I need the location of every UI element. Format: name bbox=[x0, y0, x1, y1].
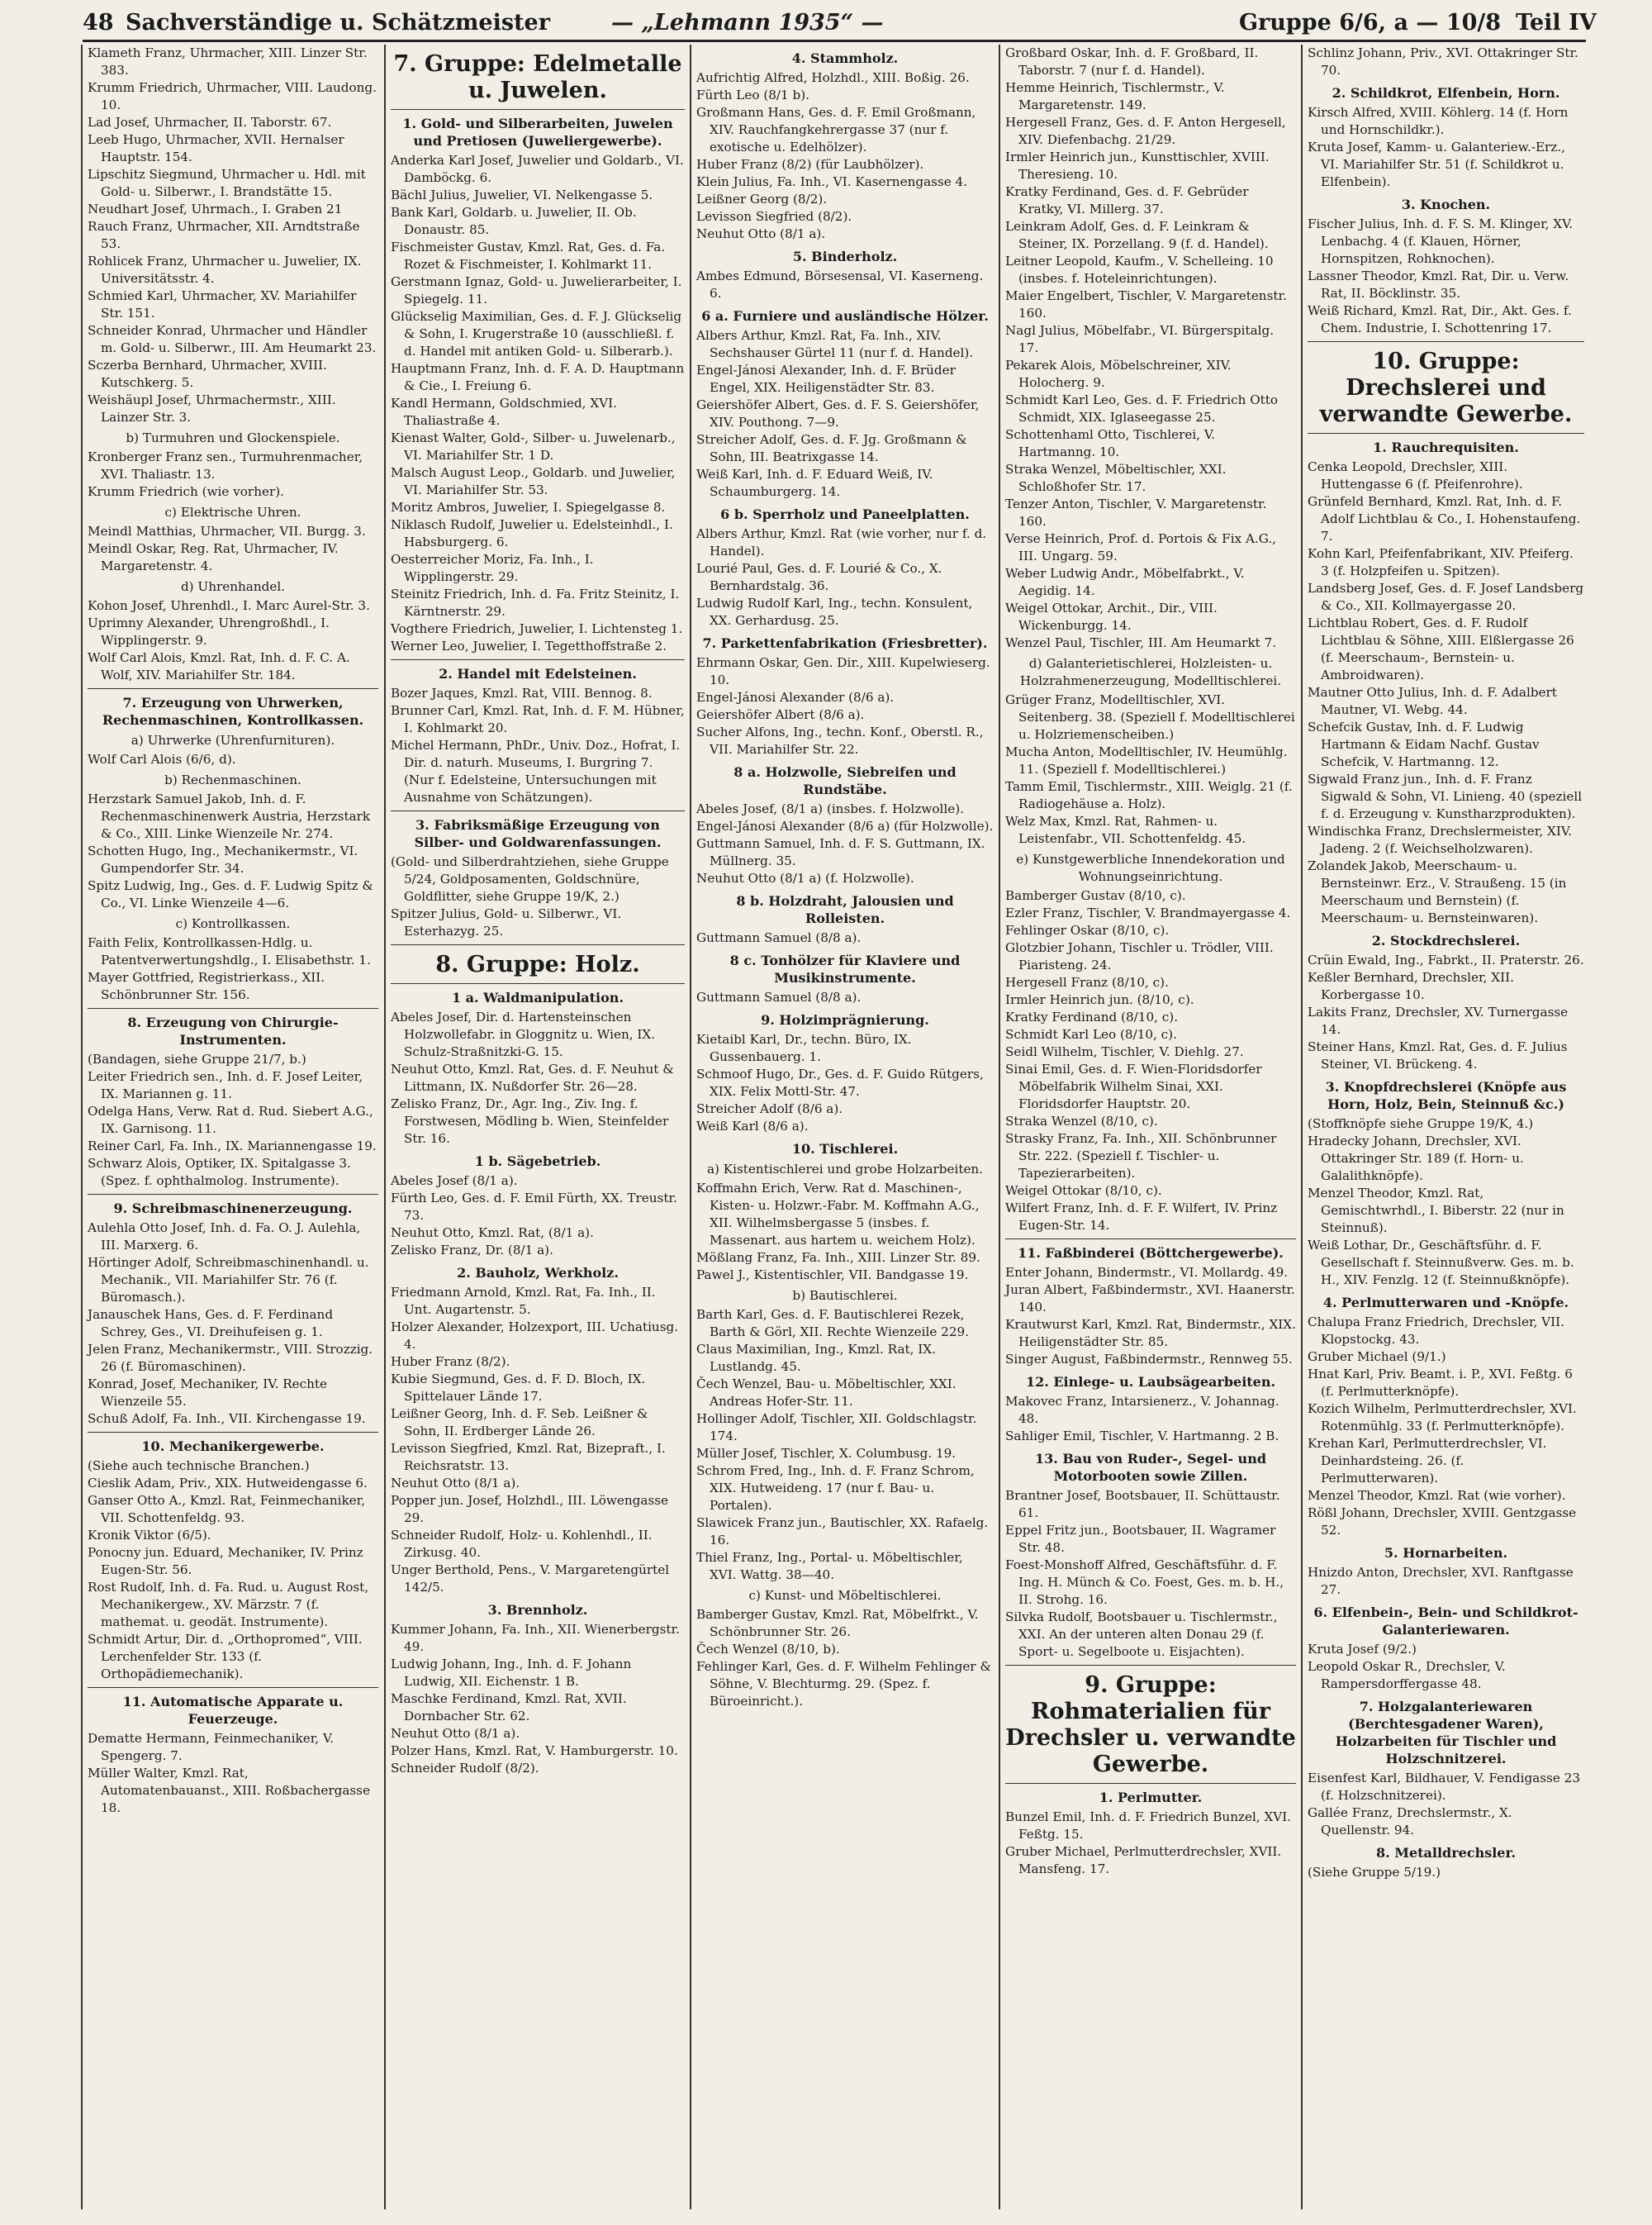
directory-entry: Niklasch Rudolf, Juwelier u. Edelsteinhdl., I. Habsburgerg. 6. bbox=[391, 517, 673, 549]
section-heading: 5. Binderholz. bbox=[792, 249, 898, 264]
directory-entry: Bamberger Gustav, Kmzl. Rat, Möbelfrkt., V. Schönbrunner Str. 26. bbox=[696, 1607, 979, 1639]
directory-entry: Müller Walter, Kmzl. Rat, Automatenbauanst., XIII. Roßbachergasse 18. bbox=[88, 1766, 370, 1815]
directory-entry: Rößl Johann, Drechsler, XVIII. Gentzgasse 52. bbox=[1308, 1505, 1577, 1538]
section-heading: 1. Perlmutter. bbox=[1099, 1790, 1203, 1805]
directory-entry: Foest-Monshoff Alfred, Geschäftsführ. d. F. Ing. H. Münch & Co. Foest, Ges. m. b. H., II. Strohg. 16. bbox=[1005, 1557, 1284, 1607]
section-heading: 7. Parkettenfabrikation (Friesbretter). bbox=[702, 635, 988, 651]
subsection-heading: b) Rechenmaschinen. bbox=[164, 773, 301, 787]
directory-entry: Wilfert Franz, Inh. d. F. F. Wilfert, IV. Prinz Eugen-Str. 14. bbox=[1005, 1200, 1278, 1233]
directory-entry: Jelen Franz, Mechanikermstr., VIII. Strozzig. 26 (f. Büromaschinen). bbox=[88, 1342, 373, 1374]
directory-entry: Weber Ludwig Andr., Möbelfabrkt., V. Aegidig. 14. bbox=[1005, 566, 1245, 598]
directory-entry: Schmidt Artur, Dir. d. „Orthopromed“, VIII. Lerchenfelder Str. 133 (f. Orthopädiemechanik). bbox=[88, 1632, 363, 1681]
directory-entry: Levisson Siegfried (8/2). bbox=[696, 209, 852, 224]
directory-entry: Čech Wenzel, Bau- u. Möbeltischler, XXI. Andreas Hofer-Str. 11. bbox=[696, 1376, 957, 1409]
directory-entry: Malsch August Leop., Goldarb. und Juwelier, VI. Mariahilfer Str. 53. bbox=[391, 465, 676, 497]
directory-entry: Kubie Siegmund, Ges. d. F. D. Bloch, IX. Spittelauer Lände 17. bbox=[391, 1372, 646, 1404]
group-heading: 10. Gruppe: Drechslerei und verwandte Gewerbe. bbox=[1319, 349, 1573, 427]
directory-entry: Weiß Karl, Inh. d. F. Eduard Weiß, IV. Schaumburgerg. 14. bbox=[696, 467, 933, 499]
section-heading: 9. Schreibmaschinenerzeugung. bbox=[113, 1200, 353, 1216]
section-heading: 1. Gold- und Silberarbeiten, Juwelen und Pretiosen (Juweliergewerbe). bbox=[402, 116, 673, 149]
directory-entry: Müller Josef, Tischler, X. Columbusg. 19. bbox=[696, 1446, 957, 1461]
directory-entry: Neuhut Otto (8/1 a). bbox=[696, 226, 826, 241]
directory-entry: Engel-Jánosi Alexander (8/6 a). bbox=[696, 690, 895, 705]
directory-entry: Gallée Franz, Drechslermstr., X. Quellenstr. 94. bbox=[1308, 1805, 1512, 1838]
section-heading: 4. Perlmutterwaren und -Knöpfe. bbox=[1322, 1295, 1569, 1310]
running-section-title: Sachverständige u. Schätzmeister bbox=[126, 10, 550, 36]
directory-entry: (Bandagen, siehe Gruppe 21/7, b.) bbox=[88, 1052, 306, 1067]
directory-entry: Kohon Josef, Uhrenhdl., I. Marc Aurel-Str. 3. bbox=[88, 598, 370, 613]
section-heading: 8 a. Holzwolle, Siebreifen und Rundstäbe. bbox=[733, 764, 957, 797]
page-header bbox=[83, 8, 1597, 42]
directory-entry: Weishäupl Josef, Uhrmachermstr., XIII. Lainzer Str. 3. bbox=[88, 392, 336, 425]
directory-entry: Straka Wenzel (8/10, c). bbox=[1005, 1114, 1158, 1129]
directory-entry: Schmoof Hugo, Dr., Ges. d. F. Guido Rütgers, XIX. Felix Mottl-Str. 47. bbox=[696, 1067, 984, 1099]
directory-entry: Leißner Georg, Inh. d. F. Seb. Leißner & Sohn, II. Erdberger Lände 26. bbox=[391, 1406, 648, 1438]
directory-entry: Weigel Ottokar, Archit., Dir., VIII. Wickenburgg. 14. bbox=[1005, 601, 1218, 633]
directory-entry: Hnizdo Anton, Drechsler, XVI. Ranftgasse 27. bbox=[1308, 1565, 1574, 1597]
directory-entry: Kienast Walter, Gold-, Silber- u. Juwelenarb., VI. Mariahilfer Str. 1 D. bbox=[391, 430, 676, 463]
directory-entry: Leiter Friedrich sen., Inh. d. F. Josef Leiter, IX. Mariannen g. 11. bbox=[88, 1069, 363, 1101]
directory-entry: Anderka Karl Josef, Juwelier und Goldarb., VI. Damböckg. 6. bbox=[391, 153, 684, 185]
directory-entry: Meindl Oskar, Reg. Rat, Uhrmacher, IV. Margaretenstr. 4. bbox=[88, 541, 339, 573]
directory-entry: Grüger Franz, Modelltischler, XVI. Seitenberg. 38. (Speziell f. Modelltischlerei u. Holzriemenscheiben.) bbox=[1005, 692, 1295, 742]
section-heading: 7. Holzgalanteriewaren (Berchtesgadener Waren), Holzarbeiten für Tischler und Holzschnitzerei. bbox=[1335, 1699, 1557, 1766]
directory-entry: Thiel Franz, Ing., Portal- u. Möbeltischler, XVI. Wattg. 38—40. bbox=[696, 1550, 963, 1582]
directory-entry: Kirsch Alfred, XVIII. Köhlerg. 14 (f. Horn und Hornschildkr.). bbox=[1308, 105, 1569, 137]
directory-entry: Kozich Wilhelm, Perlmutterdrechsler, XVI. Rotenmühlg. 33 (f. Perlmutterknöpfe). bbox=[1308, 1401, 1577, 1433]
directory-entry: Grünfeld Bernhard, Kmzl. Rat, Inh. d. F. Adolf Lichtblau & Co., I. Hohenstaufeng. 7. bbox=[1308, 494, 1581, 544]
divider bbox=[88, 1687, 378, 1688]
directory-entry: Meindl Matthias, Uhrmacher, VII. Burgg. 3. bbox=[88, 524, 366, 539]
directory-entry: Steiner Hans, Kmzl. Rat, Ges. d. F. Julius Steiner, VI. Brückeng. 4. bbox=[1308, 1039, 1568, 1072]
directory-entry: (Siehe auch technische Branchen.) bbox=[88, 1458, 310, 1473]
directory-entry: Guttmann Samuel (8/8 a). bbox=[696, 930, 862, 945]
directory-entry: Krumm Friedrich, Uhrmacher, VIII. Laudong. 10. bbox=[88, 80, 377, 112]
section-heading: 3. Knochen. bbox=[1401, 197, 1491, 212]
directory-entry: Bank Karl, Goldarb. u. Juwelier, II. Ob. Donaustr. 85. bbox=[391, 205, 637, 237]
section-heading: 6 b. Sperrholz und Paneelplatten. bbox=[720, 506, 970, 522]
directory-entry: Landsberg Josef, Ges. d. F. Josef Landsberg & Co., XII. Kollmayergasse 20. bbox=[1308, 581, 1584, 613]
directory-entry: Hauptmann Franz, Inh. d. F. A. D. Hauptmann & Cie., I. Freiung 6. bbox=[391, 361, 685, 393]
directory-entry: Irmler Heinrich jun., Kunsttischler, XVIII. Theresieng. 10. bbox=[1005, 150, 1270, 182]
directory-entry: Engel-Jánosi Alexander (8/6 a) (für Holzwolle). bbox=[696, 819, 994, 834]
column-5 bbox=[1301, 45, 1589, 2209]
directory-entry: Abeles Josef, (8/1 a) (insbes. f. Holzwolle). bbox=[696, 801, 964, 816]
directory-entry: Leeb Hugo, Uhrmacher, XVII. Hernalser Hauptstr. 154. bbox=[88, 132, 344, 164]
directory-entry: Leitner Leopold, Kaufm., V. Schelleing. 10 (insbes. f. Hoteleinrichtungen). bbox=[1005, 254, 1274, 286]
subsection-heading: d) Uhrenhandel. bbox=[180, 579, 286, 594]
directory-entry: Kietaibl Karl, Dr., techn. Büro, IX. Gussenbauerg. 1. bbox=[696, 1032, 912, 1064]
directory-entry: Schrom Fred, Ing., Inh. d. F. Franz Schrom, XIX. Hutweideng. 17 (nur f. Bau- u. Portalen). bbox=[696, 1463, 975, 1513]
subsection-heading: e) Kunstgewerbliche Innendekoration und Wohnungseinrichtung. bbox=[1016, 852, 1285, 884]
directory-entry: Glotzbier Johann, Tischler u. Trödler, VIII. Piaristeng. 24. bbox=[1005, 940, 1274, 972]
directory-entry: Werner Leo, Juwelier, I. Tegetthoffstraße 2. bbox=[391, 639, 667, 654]
section-heading: 1. Rauchrequisiten. bbox=[1373, 440, 1519, 455]
directory-entry: Sczerba Bernhard, Uhrmacher, XVIII. Kutschkerg. 5. bbox=[88, 358, 327, 390]
directory-entry: (Gold- und Silberdrahtziehen, siehe Gruppe 5/24, Goldposamenten, Goldschnüre, Goldflitter, siehe Gruppe 19/K, 2.) bbox=[391, 854, 669, 904]
directory-entry: Neudhart Josef, Uhrmach., I. Graben 21 bbox=[88, 202, 343, 216]
section-heading: 7. Erzeugung von Uhrwerken, Rechenmaschinen, Kontrollkassen. bbox=[102, 695, 364, 728]
part-label: Teil IV bbox=[1516, 10, 1597, 36]
directory-entry: Polzer Hans, Kmzl. Rat, V. Hamburgerstr. 10. bbox=[391, 1743, 678, 1758]
section-heading: 12. Einlege- u. Laubsägearbeiten. bbox=[1025, 1374, 1276, 1390]
subsection-heading: d) Galanterietischlerei, Holzleisten- u. Holzrahmenerzeugung, Modelltischlerei. bbox=[1019, 656, 1282, 688]
directory-entry: Huber Franz (8/2) (für Laubhölzer). bbox=[696, 157, 924, 172]
directory-entry: Dematte Hermann, Feinmechaniker, V. Spengerg. 7. bbox=[88, 1731, 335, 1763]
directory-entry: Eisenfest Karl, Bildhauer, V. Fendigasse 23 (f. Holzschnitzerei). bbox=[1308, 1771, 1580, 1803]
directory-entry: Sinai Emil, Ges. d. F. Wien-Floridsdorfer Möbelfabrik Wilhelm Sinai, XXI. Floridsdorfer Hauptstr. 20. bbox=[1005, 1062, 1262, 1111]
section-heading: 8 c. Tonhölzer für Klaviere und Musikinstrumente. bbox=[729, 953, 961, 986]
directory-entry: Schefcik Gustav, Inh. d. F. Ludwig Hartmann & Eidam Nachf. Gustav Schefcik, V. Hartmanng. 12. bbox=[1308, 720, 1540, 769]
directory-entry: Leißner Georg (8/2). bbox=[696, 192, 828, 207]
directory-entry: Hörtinger Adolf, Schreibmaschinenhandl. u. Mechanik., VII. Mariahilfer Str. 76 (f. Büromasch.). bbox=[88, 1255, 369, 1305]
subsection-heading: a) Kistentischlerei und grobe Holzarbeiten. bbox=[706, 1162, 984, 1177]
directory-entry: Wenzel Paul, Tischler, III. Am Heumarkt 7. bbox=[1005, 635, 1277, 650]
directory-entry: Krehan Karl, Perlmutterdrechsler, VI. Deinhardsteing. 26. (f. Perlmutterwaren). bbox=[1308, 1436, 1547, 1486]
directory-entry: Moritz Ambros, Juwelier, I. Spiegelgasse 8. bbox=[391, 500, 666, 515]
directory-entry: Mayer Gottfried, Registrierkass., XII. Schönbrunner Str. 156. bbox=[88, 970, 325, 1002]
directory-entry: Bunzel Emil, Inh. d. F. Friedrich Bunzel, XVI. Feßtg. 15. bbox=[1005, 1809, 1292, 1842]
divider bbox=[1005, 1238, 1296, 1239]
divider bbox=[88, 688, 378, 689]
directory-entry: Leinkram Adolf, Ges. d. F. Leinkram & Steiner, IX. Porzellang. 9 (f. d. Handel). bbox=[1005, 219, 1269, 251]
directory-entry: Barth Karl, Ges. d. F. Bautischlerei Rezek, Barth & Görl, XII. Rechte Wienzeile 229. bbox=[696, 1307, 969, 1339]
directory-entry: Schmied Karl, Uhrmacher, XV. Mariahilfer Str. 151. bbox=[88, 288, 357, 321]
section-heading: 8. Erzeugung von Chirurgie-Instrumenten. bbox=[127, 1015, 339, 1048]
section-heading: 3. Brennholz. bbox=[487, 1602, 588, 1618]
directory-entry: Engel-Jánosi Alexander, Inh. d. F. Brüder Engel, XIX. Heiligenstädter Str. 83. bbox=[696, 363, 956, 395]
directory-entry: Rohlicek Franz, Uhrmacher u. Juwelier, IX. Universitätsstr. 4. bbox=[88, 254, 362, 286]
directory-entry: Juran Albert, Faßbindermstr., XVI. Haanerstr. 140. bbox=[1005, 1282, 1295, 1315]
directory-entry: Schuß Adolf, Fa. Inh., VII. Kirchengasse 19. bbox=[88, 1411, 366, 1426]
directory-entry: Fürth Leo (8/1 b). bbox=[696, 88, 810, 102]
column-1 bbox=[81, 45, 383, 2209]
directory-entry: Ambes Edmund, Börsesensal, VI. Kaserneng. 6. bbox=[696, 269, 984, 301]
directory-entry: Herzstark Samuel Jakob, Inh. d. F. Rechenmaschinenwerk Austria, Herzstark & Co., XIII. Linke Wienzeile Nr. 274. bbox=[88, 792, 371, 841]
directory-entry: Sucher Alfons, Ing., techn. Konf., Oberstl. R., VII. Mariahilfer Str. 22. bbox=[696, 725, 984, 757]
directory-entry: Rauch Franz, Uhrmacher, XII. Arndtstraße 53. bbox=[88, 219, 360, 251]
directory-entry: Claus Maximilian, Ing., Kmzl. Rat, IX. Lustlandg. 45. bbox=[696, 1342, 936, 1374]
directory-entry: Glückselig Maximilian, Ges. d. F. J. Glückselig & Sohn, I. Krugerstraße 10 (ausschließl. f. d. Handel mit antiken Gold- u. Silberarb.). bbox=[391, 309, 682, 359]
subsection-heading: a) Uhrwerke (Uhrenfurnituren). bbox=[131, 733, 335, 748]
directory-entry: Ludwig Johann, Ing., Inh. d. F. Johann Ludwig, XII. Eichenstr. 1 B. bbox=[391, 1657, 632, 1689]
directory-entry: Menzel Theodor, Kmzl. Rat, Gemischtwrhdl., I. Biberstr. 22 (nur in Steinnuß). bbox=[1308, 1186, 1564, 1235]
directory-entry: Streicher Adolf (8/6 a). bbox=[696, 1101, 843, 1116]
directory-entry: Mucha Anton, Modelltischler, IV. Heumühlg. 11. (Speziell f. Modelltischlerei.) bbox=[1005, 744, 1288, 777]
column-3 bbox=[690, 45, 999, 2209]
directory-entry: Gruber Michael, Perlmutterdrechsler, XVII. Mansfeng. 17. bbox=[1005, 1844, 1282, 1876]
directory-entry: Windischka Franz, Drechslermeister, XIV. Jadeng. 2 (f. Weichselholzwaren). bbox=[1308, 824, 1572, 856]
section-heading: 5. Hornarbeiten. bbox=[1384, 1545, 1508, 1561]
directory-entry: Aulehla Otto Josef, Inh. d. Fa. O. J. Aulehla, III. Marxerg. 6. bbox=[88, 1220, 361, 1253]
directory-entry: Schotten Hugo, Ing., Mechanikermstr., VI. Gumpendorfer Str. 34. bbox=[88, 844, 358, 876]
directory-entry: Friedmann Arnold, Kmzl. Rat, Fa. Inh., II. Unt. Augartenstr. 5. bbox=[391, 1285, 656, 1317]
group-heading: 8. Gruppe: Holz. bbox=[435, 952, 640, 977]
section-heading: 10. Mechanikergewerbe. bbox=[141, 1438, 325, 1454]
directory-entry: Makovec Franz, Intarsienerz., V. Johannag. 48. bbox=[1005, 1394, 1279, 1426]
group-heading: 9. Gruppe: Rohmaterialien für Drechsler u. verwandte Gewerbe. bbox=[1005, 1672, 1296, 1777]
directory-entry: Schneider Rudolf (8/2). bbox=[391, 1761, 539, 1776]
directory-entry: Maier Engelbert, Tischler, V. Margaretenstr. 160. bbox=[1005, 288, 1287, 321]
directory-entry: Seidl Wilhelm, Tischler, V. Diehlg. 27. bbox=[1005, 1044, 1244, 1059]
directory-entry: Schmidt Karl Leo (8/10, c). bbox=[1005, 1027, 1177, 1042]
directory-entry: Reiner Carl, Fa. Inh., IX. Mariannengasse 19. bbox=[88, 1139, 377, 1153]
directory-entry: Pawel J., Kistentischler, VII. Bandgasse 19. bbox=[696, 1267, 969, 1282]
directory-entry: Cenka Leopold, Drechsler, XIII. Huttengasse 6 (f. Pfeifenrohre). bbox=[1308, 459, 1523, 492]
directory-entry: Michel Hermann, PhDr., Univ. Doz., Hofrat, I. Dir. d. naturh. Museums, I. Burgring 7. (Nur f. Edelsteine, Untersuchungen mit Ausnahme von Schätzungen). bbox=[391, 738, 681, 805]
directory-entry: Hnat Karl, Priv. Beamt. i. P., XVI. Feßtg. 6 (f. Perlmutterknöpfe). bbox=[1308, 1367, 1573, 1399]
directory-entry: (Stoffknöpfe siehe Gruppe 19/K, 4.) bbox=[1308, 1116, 1534, 1131]
section-heading: 10. Tischlerei. bbox=[791, 1141, 899, 1157]
section-heading: 1 b. Sägebetrieb. bbox=[474, 1153, 601, 1169]
directory-entry: Popper jun. Josef, Holzhdl., III. Löwengasse 29. bbox=[391, 1493, 669, 1525]
directory-entry: Weiß Richard, Kmzl. Rat, Dir., Akt. Ges. f. Chem. Industrie, I. Schottenring 17. bbox=[1308, 303, 1572, 335]
directory-entry: Fürth Leo, Ges. d. F. Emil Fürth, XX. Treustr. 73. bbox=[391, 1191, 677, 1223]
directory-entry: Zelisko Franz, Dr., Agr. Ing., Ziv. Ing. f. Forstwesen, Mödling b. Wien, Steinfelder Str. 16. bbox=[391, 1096, 669, 1146]
subsection-heading: b) Turmuhren und Glockenspiele. bbox=[126, 430, 340, 445]
divider bbox=[1005, 1783, 1296, 1784]
directory-entry: Bamberger Gustav (8/10, c). bbox=[1005, 888, 1186, 903]
directory-entry: Kronik Viktor (6/5). bbox=[88, 1528, 211, 1543]
directory-entry: Neuhut Otto (8/1 a) (f. Holzwolle). bbox=[696, 871, 914, 886]
directory-entry: Schottenhaml Otto, Tischlerei, V. Hartmanng. 10. bbox=[1005, 427, 1216, 459]
directory-entry: Bozer Jaques, Kmzl. Rat, VIII. Bennog. 8. bbox=[391, 686, 653, 701]
section-heading: 8. Metalldrechsler. bbox=[1375, 1845, 1517, 1861]
directory-entry: Schwarz Alois, Optiker, IX. Spitalgasse 3. (Spez. f. ophthalmolog. Instrumente). bbox=[88, 1156, 351, 1188]
directory-entry: Čech Wenzel (8/10, b). bbox=[696, 1642, 840, 1657]
directory-entry: Neuhut Otto (8/1 a). bbox=[391, 1726, 520, 1741]
section-heading: 1 a. Waldmanipulation. bbox=[451, 990, 624, 1006]
directory-entry: Oesterreicher Moriz, Fa. Inh., I. Wipplingerstr. 29. bbox=[391, 552, 594, 584]
directory-entry: Lipschitz Siegmund, Uhrmacher u. Hdl. mit Gold- u. Silberwr., I. Brandstätte 15. bbox=[88, 167, 366, 199]
directory-entry: Konrad, Josef, Mechaniker, IV. Rechte Wienzeile 55. bbox=[88, 1376, 328, 1409]
directory-entry: Fehlinger Oskar (8/10, c). bbox=[1005, 923, 1170, 938]
directory-entry: Unger Berthold, Pens., V. Margaretengürtel 142/5. bbox=[391, 1562, 670, 1595]
directory-entry: Menzel Theodor, Kmzl. Rat (wie vorher). bbox=[1308, 1488, 1566, 1503]
directory-entry: Levisson Siegfried, Kmzl. Rat, Bizepraft., I. Reichsratstr. 13. bbox=[391, 1441, 666, 1473]
publication-title: — „Lehmann 1935“ — bbox=[611, 10, 884, 36]
directory-entry: Welz Max, Kmzl. Rat, Rahmen- u. Leistenfabr., VII. Schottenfeldg. 45. bbox=[1005, 814, 1246, 846]
directory-entry: Silvka Rudolf, Bootsbauer u. Tischlermstr., XXI. An der unteren alten Donau 29 (f. Sport- u. Segelboote u. Eisjachten). bbox=[1005, 1609, 1278, 1659]
directory-entry: Kohn Karl, Pfeifenfabrikant, XIV. Pfeiferg. 3 (f. Holzpfeifen u. Spitzen). bbox=[1308, 546, 1574, 578]
divider bbox=[88, 1194, 378, 1195]
directory-entry: Nagl Julius, Möbelfabr., VI. Bürgerspitalg. 17. bbox=[1005, 323, 1275, 355]
directory-entry: Verse Heinrich, Prof. d. Portois & Fix A.G., III. Ungarg. 59. bbox=[1005, 531, 1277, 563]
column-2 bbox=[384, 45, 690, 2209]
directory-entry: Kruta Josef (9/2.) bbox=[1308, 1642, 1417, 1657]
directory-entry: Spitzer Julius, Gold- u. Silberwr., VI. Esterhazyg. 25. bbox=[391, 906, 622, 939]
directory-entry: Zelisko Franz, Dr. (8/1 a). bbox=[391, 1243, 553, 1258]
section-heading: 9. Holzimprägnierung. bbox=[761, 1012, 929, 1028]
directory-entry: Eppel Fritz jun., Bootsbauer, II. Wagramer Str. 48. bbox=[1005, 1523, 1276, 1555]
directory-entry: Ludwig Rudolf Karl, Ing., techn. Konsulent, XX. Gerhardusg. 25. bbox=[696, 596, 973, 628]
divider bbox=[391, 109, 685, 110]
directory-entry: Großbard Oskar, Inh. d. F. Großbard, II. Taborstr. 7 (nur f. d. Handel). bbox=[1005, 45, 1259, 78]
section-heading: 13. Bau von Ruder-, Segel- und Motorbooten sowie Zillen. bbox=[1034, 1451, 1267, 1484]
directory-entry: Tenzer Anton, Tischler, V. Margaretenstr. 160. bbox=[1005, 497, 1267, 529]
directory-entry: Irmler Heinrich jun. (8/10, c). bbox=[1005, 992, 1194, 1007]
directory-entry: Klein Julius, Fa. Inh., VI. Kasernengasse 4. bbox=[696, 174, 968, 189]
directory-entry: Krautwurst Karl, Kmzl. Rat, Bindermstr., XIX. Heiligenstädter Str. 85. bbox=[1005, 1317, 1296, 1349]
section-heading: 8 b. Holzdraht, Jalousien und Rolleisten. bbox=[736, 893, 954, 926]
directory-entry: Janauschek Hans, Ges. d. F. Ferdinand Schrey, Ges., VI. Dreihufeisen g. 1. bbox=[88, 1307, 334, 1339]
divider bbox=[391, 983, 685, 984]
directory-entry: Faith Felix, Kontrollkassen-Hdlg. u. Patentverwertungshdlg., I. Elisabethstr. 1. bbox=[88, 935, 371, 967]
directory-entry: Steinitz Friedrich, Inh. d. Fa. Fritz Steinitz, I. Kärntnerstr. 29. bbox=[391, 587, 680, 619]
directory-entry: Lakits Franz, Drechsler, XV. Turnergasse 14. bbox=[1308, 1005, 1569, 1037]
directory-entry: Lourié Paul, Ges. d. F. Lourié & Co., X. Bernhardstalg. 36. bbox=[696, 561, 942, 593]
directory-entry: Hemme Heinrich, Tischlermstr., V. Margaretenstr. 149. bbox=[1005, 80, 1225, 112]
directory-entry: Geiershöfer Albert (8/6 a). bbox=[696, 707, 865, 722]
directory-entry: Spitz Ludwig, Ing., Ges. d. F. Ludwig Spitz & Co., VI. Linke Wienzeile 4—6. bbox=[88, 878, 373, 910]
directory-entry: Huber Franz (8/2). bbox=[391, 1354, 510, 1369]
directory-entry: Kronberger Franz sen., Turmuhrenmacher, XVI. Thaliastr. 13. bbox=[88, 449, 363, 482]
directory-entry: Rost Rudolf, Inh. d. Fa. Rud. u. August Rost, Mechanikergew., XV. Märzstr. 7 (f. mathemat. u. geodät. Instrumente). bbox=[88, 1580, 369, 1629]
directory-entry: Hollinger Adolf, Tischler, XII. Goldschlagstr. 174. bbox=[696, 1411, 977, 1443]
directory-entry: Aufrichtig Alfred, Holzhdl., XIII. Boßig. 26. bbox=[696, 70, 970, 85]
directory-entry: Neuhut Otto, Kmzl. Rat, (8/1 a). bbox=[391, 1225, 594, 1240]
directory-entry: Bächl Julius, Juwelier, VI. Nelkengasse 5. bbox=[391, 188, 653, 202]
directory-entry: Straka Wenzel, Möbeltischler, XXI. Schloßhofer Str. 17. bbox=[1005, 462, 1227, 494]
section-heading: 11. Faßbinderei (Böttchergewerbe). bbox=[1018, 1245, 1284, 1261]
divider bbox=[1005, 1665, 1296, 1666]
directory-entry: Hergesell Franz, Ges. d. F. Anton Hergesell, XIV. Diefenbachg. 21/29. bbox=[1005, 115, 1286, 147]
directory-entry: Enter Johann, Bindermstr., VI. Mollardg. 49. bbox=[1005, 1265, 1289, 1280]
directory-entry: Hergesell Franz (8/10, c). bbox=[1005, 975, 1169, 990]
directory-entry: Streicher Adolf, Ges. d. F. Jg. Großmann & Sohn, III. Beatrixgasse 14. bbox=[696, 432, 967, 464]
directory-entry: Fischmeister Gustav, Kmzl. Rat, Ges. d. Fa. Rozet & Fischmeister, I. Kohlmarkt 11. bbox=[391, 240, 666, 272]
directory-entry: Vogthere Friedrich, Juwelier, I. Lichtensteg 1. bbox=[391, 621, 683, 636]
directory-entry: Schlinz Johann, Priv., XVI. Ottakringer Str. 70. bbox=[1308, 45, 1578, 78]
section-heading: 3. Fabriksmäßige Erzeugung von Silber- und Goldwarenfassungen. bbox=[414, 817, 662, 850]
directory-entry: Kratky Ferdinand (8/10, c). bbox=[1005, 1010, 1179, 1025]
directory-entry: Lassner Theodor, Kmzl. Rat, Dir. u. Verw. Rat, II. Böcklinstr. 35. bbox=[1308, 269, 1569, 301]
directory-entry: Albers Arthur, Kmzl. Rat (wie vorher, nur f. d. Handel). bbox=[696, 526, 987, 559]
directory-entry: Klameth Franz, Uhrmacher, XIII. Linzer Str. 383. bbox=[88, 45, 368, 78]
directory-entry: Maschke Ferdinand, Kmzl. Rat, XVII. Dornbacher Str. 62. bbox=[391, 1691, 627, 1723]
section-heading: 3. Knopfdrechslerei (Knöpfe aus Horn, Holz, Bein, Steinnuß &c.) bbox=[1325, 1079, 1567, 1112]
directory-entry: Albers Arthur, Kmzl. Rat, Fa. Inh., XIV. Sechshauser Gürtel 11 (nur f. d. Handel). bbox=[696, 328, 974, 360]
page-number: 48 bbox=[83, 10, 114, 36]
directory-entry: Kruta Josef, Kamm- u. Galanteriew.-Erz., VI. Mariahilfer Str. 51 (f. Schildkrot u. Elfenbein). bbox=[1308, 140, 1565, 189]
directory-entry: Chalupa Franz Friedrich, Drechsler, VII. Klopstockg. 43. bbox=[1308, 1315, 1564, 1347]
directory-entry: Slawicek Franz jun., Bautischler, XX. Rafaelg. 16. bbox=[696, 1515, 989, 1548]
divider bbox=[391, 659, 685, 660]
section-heading: 2. Stockdrechslerei. bbox=[1371, 933, 1521, 948]
group-heading: 7. Gruppe: Edelmetalle u. Juwelen. bbox=[393, 51, 682, 103]
divider bbox=[88, 1008, 378, 1009]
directory-entry: Pekarek Alois, Möbelschreiner, XIV. Holocherg. 9. bbox=[1005, 358, 1232, 390]
directory-entry: Brunner Carl, Kmzl. Rat, Inh. d. F. M. Hübner, I. Kohlmarkt 20. bbox=[391, 703, 685, 735]
section-heading: 4. Stammholz. bbox=[791, 50, 899, 66]
directory-entry: Wolf Carl Alois, Kmzl. Rat, Inh. d. F. C. A. Wolf, XIV. Mariahilfer Str. 184. bbox=[88, 650, 350, 682]
directory-entry: Weiß Lothar, Dr., Geschäftsführ. d. F. Gesellschaft f. Steinnußverw. Ges. m. b. H., XIV. Fenzlg. 12 (f. Steinnußknöpfe). bbox=[1308, 1238, 1574, 1287]
directory-entry: Brantner Josef, Bootsbauer, II. Schüttaustr. 61. bbox=[1005, 1488, 1280, 1520]
subsection-heading: b) Bautischlerei. bbox=[792, 1288, 898, 1303]
subsection-heading: c) Kontrollkassen. bbox=[175, 916, 291, 931]
section-heading: 2. Bauholz, Werkholz. bbox=[457, 1265, 619, 1281]
directory-entry: Cieslik Adam, Priv., XIX. Hutweidengasse 6. bbox=[88, 1476, 368, 1490]
directory-entry: Weigel Ottokar (8/10, c). bbox=[1005, 1183, 1162, 1198]
directory-entry: Ponocny jun. Eduard, Mechaniker, IV. Prinz Eugen-Str. 56. bbox=[88, 1545, 363, 1577]
directory-entry: Mößlang Franz, Fa. Inh., XIII. Linzer Str. 89. bbox=[696, 1250, 980, 1265]
directory-entry: Guttmann Samuel, Inh. d. F. S. Guttmann, IX. Müllnerg. 35. bbox=[696, 836, 985, 868]
directory-entry: Keßler Bernhard, Drechsler, XII. Korbergasse 10. bbox=[1308, 970, 1514, 1002]
directory-entry: Lad Josef, Uhrmacher, II. Taborstr. 67. bbox=[88, 115, 332, 130]
directory-entry: Crüin Ewald, Ing., Fabrkt., II. Praterstr. 26. bbox=[1308, 953, 1584, 967]
directory-entry: Schneider Rudolf, Holz- u. Kohlenhdl., II. Zirkusg. 40. bbox=[391, 1528, 653, 1560]
directory-entry: Schmidt Karl Leo, Ges. d. F. Friedrich Otto Schmidt, XIX. Iglaseegasse 25. bbox=[1005, 392, 1278, 425]
divider bbox=[1308, 433, 1584, 434]
directory-entry: Ehrmann Oskar, Gen. Dir., XIII. Kupelwieserg. 10. bbox=[696, 655, 990, 687]
subsection-heading: c) Kunst- und Möbeltischlerei. bbox=[748, 1588, 942, 1603]
divider bbox=[1308, 341, 1584, 342]
directory-entry: Sigwald Franz jun., Inh. d. F. Franz Sigwald & Sohn, VI. Linieng. 40 (speziell f. d. Erzeugung v. Kunstharzprodukten). bbox=[1308, 772, 1583, 821]
section-heading: 2. Schildkrot, Elfenbein, Horn. bbox=[1332, 85, 1560, 101]
directory-entry: Kandl Hermann, Goldschmied, XVI. Thaliastraße 4. bbox=[391, 396, 617, 428]
section-heading: 6. Elfenbein-, Bein- und Schildkrot-Galanteriewaren. bbox=[1313, 1605, 1578, 1638]
directory-entry: Kummer Johann, Fa. Inh., XII. Wienerbergstr. 49. bbox=[391, 1622, 680, 1654]
directory-entry: Tamm Emil, Tischlermstr., XIII. Weiglg. 21 (f. Radiogehäuse a. Holz). bbox=[1005, 779, 1293, 811]
directory-entry: Weiß Karl (8/6 a). bbox=[696, 1119, 809, 1134]
directory-entry: Guttmann Samuel (8/8 a). bbox=[696, 990, 862, 1005]
directory-entry: Zolandek Jakob, Meerschaum- u. Bernsteinwr. Erz., V. Straußeng. 15 (in Meerschaum und Bernstein) (f. Meerschaum- u. Bernsteinwaren). bbox=[1308, 858, 1567, 925]
directory-entry: Strasky Franz, Fa. Inh., XII. Schönbrunner Str. 222. (Speziell f. Tischler- u. Tapezierarbeiten). bbox=[1005, 1131, 1277, 1181]
section-heading: 2. Handel mit Edelsteinen. bbox=[439, 666, 637, 682]
directory-entry: Neuhut Otto, Kmzl. Rat, Ges. d. F. Neuhut & Littmann, IX. Nußdorfer Str. 26—28. bbox=[391, 1062, 674, 1094]
directory-entry: Mautner Otto Julius, Inh. d. F. Adalbert Mautner, VI. Webg. 44. bbox=[1308, 685, 1557, 717]
directory-entry: Uprimny Alexander, Uhrengroßhdl., I. Wipplingerstr. 9. bbox=[88, 616, 330, 648]
divider bbox=[88, 1432, 378, 1433]
section-heading: 6 a. Furniere und ausländische Hölzer. bbox=[701, 308, 989, 324]
directory-entry: Neuhut Otto (8/1 a). bbox=[391, 1476, 520, 1490]
section-heading: 11. Automatische Apparate u. Feuerzeuge. bbox=[122, 1694, 344, 1727]
directory-entry: Abeles Josef, Dir. d. Hartensteinschen Holzwollefabr. in Gloggnitz u. Wien, IX. Schulz-Straßnitzki-G. 15. bbox=[391, 1010, 656, 1059]
directory-entry: Koffmahn Erich, Verw. Rat d. Maschinen-, Kisten- u. Holzwr.-Fabr. M. Koffmahn A.G., XII. Wilhelmsbergasse 5 (insbes. f. Massenart. aus hartem u. weichem Holz). bbox=[696, 1181, 980, 1248]
directory-entry: Hradecky Johann, Drechsler, XVI. Ottakringer Str. 189 (f. Horn- u. Galalithknöpfe). bbox=[1308, 1134, 1524, 1183]
directory-entry: Odelga Hans, Verw. Rat d. Rud. Siebert A.G., IX. Garnisong. 11. bbox=[88, 1104, 373, 1136]
directory-entry: Kratky Ferdinand, Ges. d. F. Gebrüder Kratky, VI. Millerg. 37. bbox=[1005, 184, 1249, 216]
directory-entry: Fehlinger Karl, Ges. d. F. Wilhelm Fehlinger & Söhne, V. Blechturmg. 29. (Spez. f. Büroeinricht.). bbox=[696, 1659, 991, 1709]
directory-entry: Schneider Konrad, Uhrmacher und Händler m. Gold- u. Silberwr., III. Am Heumarkt 23. bbox=[88, 323, 377, 355]
directory-entry: Fischer Julius, Inh. d. F. S. M. Klinger, XV. Lenbachg. 4 (f. Klauen, Hörner, Hornspitzen, Rohknochen). bbox=[1308, 216, 1574, 266]
directory-entry: Sahliger Emil, Tischler, V. Hartmanng. 2 B. bbox=[1005, 1429, 1279, 1443]
directory-entry: Krumm Friedrich (wie vorher). bbox=[88, 484, 284, 499]
directory-entry: Gerstmann Ignaz, Gold- u. Juwelierarbeiter, I. Spiegelg. 11. bbox=[391, 274, 682, 307]
column-4 bbox=[999, 45, 1301, 2209]
directory-entry: Ganser Otto A., Kmzl. Rat, Feinmechaniker, VII. Schottenfeldg. 93. bbox=[88, 1493, 366, 1525]
directory-entry: Ezler Franz, Tischler, V. Brandmayergasse 4. bbox=[1005, 906, 1291, 920]
directory-entry: Wolf Carl Alois (6/6, d). bbox=[88, 752, 236, 767]
directory-entry: Abeles Josef (8/1 a). bbox=[391, 1173, 518, 1188]
group-range: Gruppe 6/6, a — 10/8 bbox=[1239, 10, 1501, 36]
directory-entry: Singer August, Faßbindermstr., Rennweg 55. bbox=[1005, 1352, 1293, 1367]
divider bbox=[391, 944, 685, 945]
directory-entry: (Siehe Gruppe 5/19.) bbox=[1308, 1865, 1441, 1880]
subsection-heading: c) Elektrische Uhren. bbox=[164, 505, 301, 520]
directory-entry: Großmann Hans, Ges. d. F. Emil Großmann, XIV. Rauchfangkehrergasse 37 (nur f. exotische u. Edelhölzer). bbox=[696, 105, 976, 155]
directory-entry: Holzer Alexander, Holzexport, III. Uchatiusg. 4. bbox=[391, 1319, 679, 1352]
directory-entry: Lichtblau Robert, Ges. d. F. Rudolf Lichtblau & Söhne, XIII. Elßlergasse 26 (f. Meerschaum-, Bernstein- u. Ambroidwaren). bbox=[1308, 616, 1574, 682]
directory-entry: Leopold Oskar R., Drechsler, V. Rampersdorffergasse 48. bbox=[1308, 1659, 1506, 1691]
directory-entry: Geiershöfer Albert, Ges. d. F. S. Geiershöfer, XIV. Pouthong. 7—9. bbox=[696, 397, 980, 430]
directory-entry: Gruber Michael (9/1.) bbox=[1308, 1349, 1446, 1364]
